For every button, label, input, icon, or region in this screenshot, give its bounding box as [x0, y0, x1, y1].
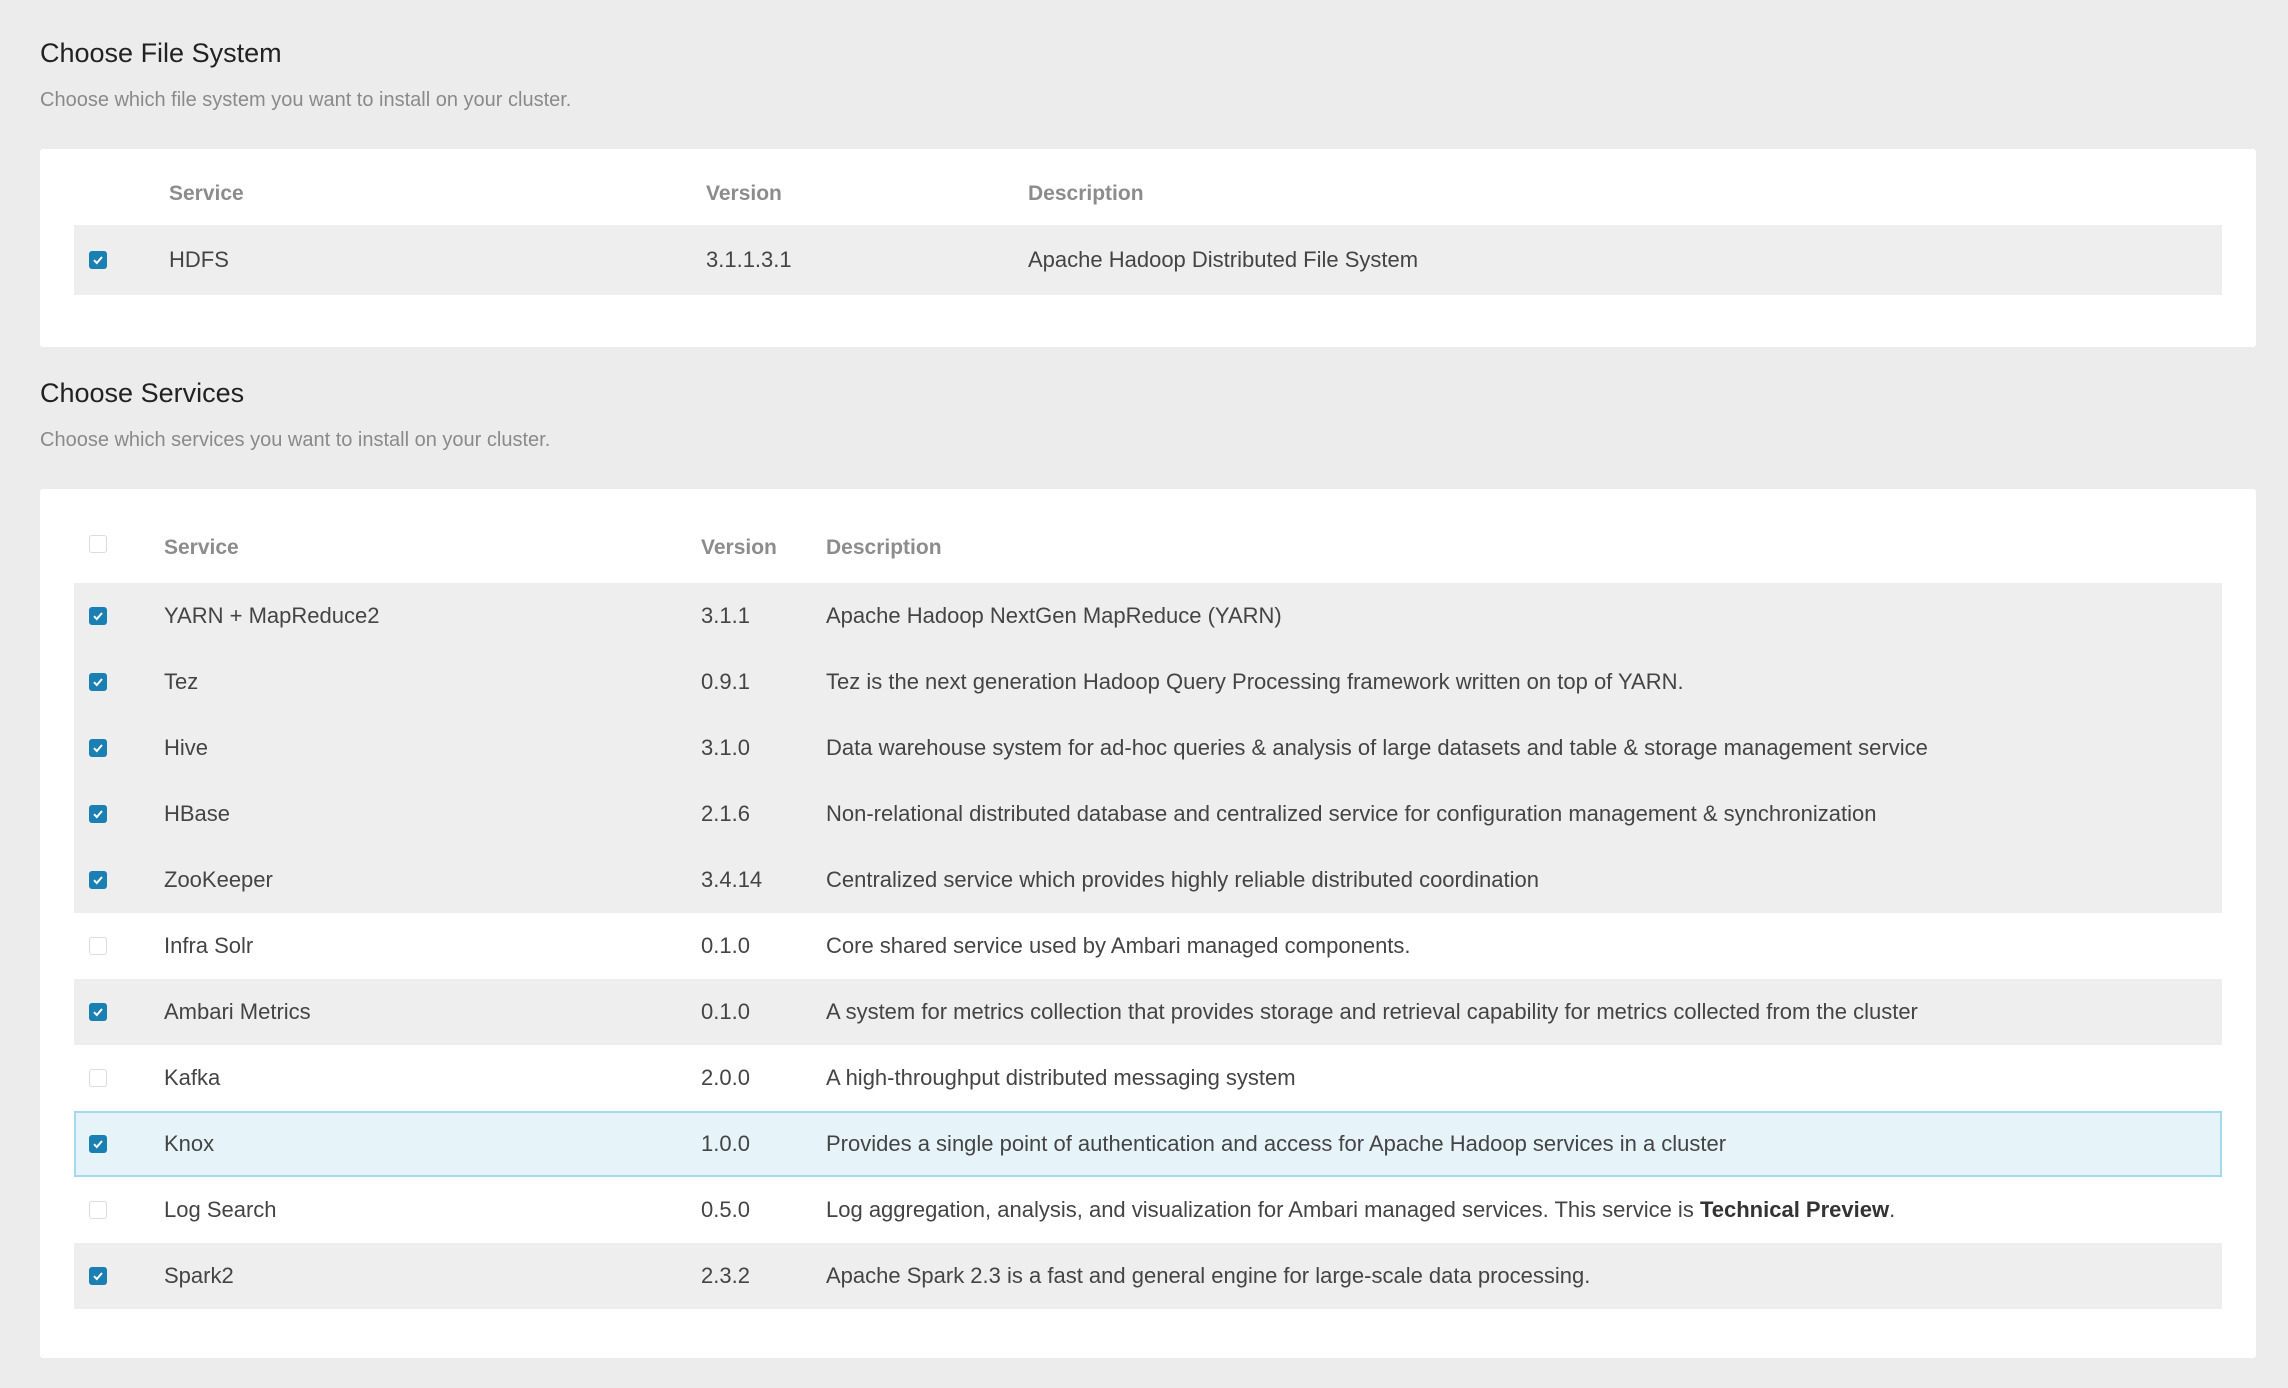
service-name: Hive — [164, 735, 209, 760]
table-row[interactable] — [74, 225, 2222, 295]
service-name: Kafka — [164, 1065, 221, 1090]
table-row[interactable] — [74, 1243, 2222, 1309]
service-version: 3.1.1 — [701, 603, 750, 628]
service-name: HDFS — [169, 247, 229, 272]
service-checkbox[interactable] — [89, 1267, 107, 1285]
service-version: 0.1.0 — [701, 933, 750, 958]
services-table — [74, 513, 2222, 1309]
check-icon — [92, 254, 104, 266]
service-name: YARN + MapReduce2 — [164, 603, 380, 628]
fs-header-description: Description — [1028, 182, 1144, 205]
table-row[interactable] — [74, 847, 2222, 913]
table-row[interactable] — [74, 649, 2222, 715]
file-system-subtitle: Choose which file system you want to install on your cluster. — [40, 89, 572, 111]
table-row[interactable] — [74, 1045, 2222, 1111]
service-checkbox[interactable] — [89, 1201, 107, 1219]
service-description: Apache Spark 2.3 is a fast and general engine for large-scale data processing. — [826, 1263, 1591, 1288]
file-system-panel — [40, 149, 2256, 347]
service-description: A high-throughput distributed messaging system — [826, 1065, 1296, 1090]
service-checkbox[interactable] — [89, 607, 107, 625]
description-text: Log aggregation, analysis, and visualization for Ambari managed services. This service is — [826, 1197, 1694, 1222]
check-icon — [92, 1270, 104, 1282]
table-row[interactable] — [74, 715, 2222, 781]
hdfs-checkbox[interactable] — [89, 251, 107, 269]
service-version: 0.5.0 — [701, 1197, 750, 1222]
file-system-header-row — [74, 163, 2222, 225]
service-version: 2.3.2 — [701, 1263, 750, 1288]
table-row[interactable] — [74, 979, 2222, 1045]
service-checkbox[interactable] — [89, 739, 107, 757]
header-version: Version — [701, 536, 777, 559]
service-checkbox[interactable] — [89, 1069, 107, 1087]
fs-header-version: Version — [706, 182, 782, 205]
service-version: 2.1.6 — [701, 801, 750, 826]
check-icon — [92, 808, 104, 820]
service-description: Centralized service which provides highly reliable distributed coordination — [826, 867, 1539, 892]
technical-preview-label: Technical Preview — [1699, 1197, 1890, 1222]
service-description — [826, 1177, 1895, 1243]
check-icon — [92, 1006, 104, 1018]
service-description: Apache Hadoop NextGen MapReduce (YARN) — [826, 603, 1282, 628]
check-icon — [92, 610, 104, 622]
table-row[interactable] — [74, 583, 2222, 649]
service-name: ZooKeeper — [164, 867, 273, 892]
service-version: 0.1.0 — [701, 999, 750, 1024]
fs-header-service: Service — [169, 182, 244, 205]
service-checkbox[interactable] — [89, 1003, 107, 1021]
select-all-checkbox[interactable] — [89, 535, 107, 553]
table-row[interactable] — [74, 1177, 2222, 1243]
service-description: Data warehouse system for ad-hoc queries & analysis of large datasets and table & storage management service — [826, 735, 1928, 760]
service-checkbox[interactable] — [89, 805, 107, 823]
service-name: Knox — [164, 1131, 215, 1156]
table-row[interactable] — [74, 913, 2222, 979]
file-system-title: Choose File System — [40, 38, 282, 68]
service-version: 3.1.0 — [701, 735, 750, 760]
file-system-table — [74, 163, 2222, 295]
service-version: 0.9.1 — [701, 669, 750, 694]
check-icon — [92, 1138, 104, 1150]
description-end: . — [1889, 1197, 1896, 1222]
service-checkbox[interactable] — [89, 871, 107, 889]
check-icon — [92, 676, 104, 688]
services-panel — [40, 489, 2256, 1358]
service-version: 3.1.1.3.1 — [706, 247, 792, 272]
service-version: 2.0.0 — [701, 1065, 750, 1090]
services-header-row — [74, 513, 2222, 583]
service-version: 1.0.0 — [701, 1131, 750, 1156]
check-icon — [92, 874, 104, 886]
service-description: Provides a single point of authentication and access for Apache Hadoop services in a cluster — [826, 1131, 1727, 1156]
table-row-selected[interactable] — [74, 1111, 2222, 1177]
service-version: 3.4.14 — [701, 867, 763, 892]
service-name: Tez — [164, 669, 199, 694]
service-description: Core shared service used by Ambari managed components. — [826, 933, 1411, 958]
service-name: Infra Solr — [164, 933, 254, 958]
header-service: Service — [164, 536, 239, 559]
check-icon — [92, 742, 104, 754]
services-title: Choose Services — [40, 378, 245, 408]
services-subtitle: Choose which services you want to install on your cluster. — [40, 429, 551, 451]
service-description: Apache Hadoop Distributed File System — [1028, 247, 1419, 272]
header-description: Description — [826, 536, 942, 559]
service-description: A system for metrics collection that provides storage and retrieval capability for metrics collected from the cluster — [826, 999, 1918, 1024]
service-description: Tez is the next generation Hadoop Query Processing framework written on top of YARN. — [826, 669, 1684, 694]
service-name: Log Search — [164, 1197, 277, 1222]
table-row[interactable] — [74, 781, 2222, 847]
service-description: Non-relational distributed database and centralized service for configuration management & synchronization — [826, 801, 1877, 826]
service-checkbox[interactable] — [89, 1135, 107, 1153]
service-name: Ambari Metrics — [164, 999, 311, 1024]
service-checkbox[interactable] — [89, 673, 107, 691]
service-name: HBase — [164, 801, 231, 826]
service-name: Spark2 — [164, 1263, 234, 1288]
service-checkbox[interactable] — [89, 937, 107, 955]
